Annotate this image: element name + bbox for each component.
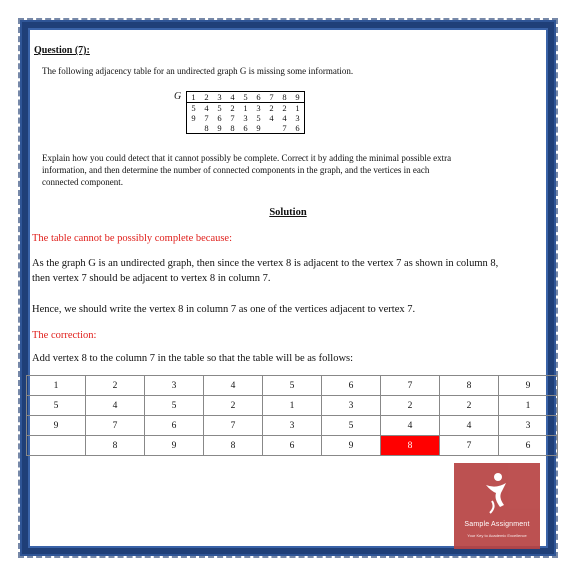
table-cell: 8	[204, 436, 263, 456]
table-cell: 1	[499, 396, 558, 416]
question-explain: Explain how you could detect that it cannot possibly be complete. Correct it by adding the minimal possible extra information, and then determine the number of connected components in the graph, and the vertices in each connected component.	[42, 153, 452, 187]
table-cell: 7	[282, 123, 287, 133]
table-cell: 6	[322, 376, 381, 396]
table-cell: 9	[191, 113, 196, 123]
table-cell: 6	[263, 436, 322, 456]
table-cell: 3	[499, 416, 558, 436]
table-cell: 6	[499, 436, 558, 456]
table-cell: 5	[256, 113, 261, 123]
table-cell: 9	[27, 416, 86, 436]
adjacency-table	[186, 91, 305, 134]
solution-heading-correction: The correction:	[32, 330, 97, 341]
table-cell: 2	[86, 376, 145, 396]
table-cell: 4	[226, 92, 239, 103]
table-cell: 2	[381, 396, 440, 416]
table-cell	[187, 123, 201, 134]
table-cell: 5	[191, 103, 196, 113]
table-cell: 3	[263, 416, 322, 436]
table-cell: 6	[252, 92, 265, 103]
table-cell: 8	[440, 376, 499, 396]
table-cell: 2	[269, 103, 274, 113]
table-cell: 5	[322, 416, 381, 436]
table-cell: 3	[295, 113, 300, 123]
table-cell: 1	[187, 92, 201, 103]
table-cell: 8	[230, 123, 235, 133]
table-cell: 4	[269, 113, 274, 123]
table-cell: 5	[217, 103, 222, 113]
table-cell	[27, 436, 86, 456]
table-cell: 9	[291, 92, 305, 103]
table-cell: 5	[263, 376, 322, 396]
table-cell: 4	[86, 396, 145, 416]
table-cell: 2	[440, 396, 499, 416]
graph-label: G	[174, 91, 182, 102]
table-cell: 7	[204, 113, 209, 123]
table-cell: 9	[499, 376, 558, 396]
table-cell: 3	[256, 103, 261, 113]
table-row	[187, 92, 305, 103]
table-cell: 5	[145, 396, 204, 416]
table-cell: 9	[322, 436, 381, 456]
table-cell: 1	[295, 103, 300, 113]
table-cell: 9	[256, 123, 261, 133]
table-row	[27, 416, 558, 436]
table-row	[27, 396, 558, 416]
table-cell: 2	[282, 103, 287, 113]
person-figure-icon	[482, 471, 512, 515]
table-cell: 5	[239, 92, 252, 103]
table-cell: 3	[243, 113, 248, 123]
table-cell: 7	[265, 92, 278, 103]
table-cell: 4	[204, 376, 263, 396]
logo-tagline: Your Key to Academic Excellence	[467, 533, 527, 538]
solution-paragraph-2: Hence, we should write the vertex 8 in column 7 as one of the vertices adjacent to vertex 7.	[32, 304, 416, 315]
highlighted-cell: 8	[381, 436, 440, 456]
table-cell: 9	[145, 436, 204, 456]
table-cell: 6	[243, 123, 248, 133]
table-cell: 1	[243, 103, 248, 113]
table-cell: 2	[230, 103, 235, 113]
table-cell: 4	[440, 416, 499, 436]
table-row	[27, 436, 558, 456]
table-cell: 6	[295, 123, 300, 133]
table-cell: 9	[217, 123, 222, 133]
table-cell: 8	[204, 123, 209, 133]
table-cell: 1	[27, 376, 86, 396]
table-cell: 4	[381, 416, 440, 436]
sample-assignment-logo	[454, 463, 540, 549]
solution-heading-incomplete: The table cannot be possibly complete because:	[32, 233, 233, 244]
solution-title: Solution	[269, 207, 307, 218]
table-cell: 1	[263, 396, 322, 416]
table-row	[187, 113, 305, 123]
table-cell: 2	[200, 92, 213, 103]
table-cell: 3	[213, 92, 226, 103]
question-title: Question (7):	[34, 45, 90, 56]
table-cell: 6	[145, 416, 204, 436]
table-cell: 5	[27, 396, 86, 416]
table-cell: 6	[217, 113, 222, 123]
question-intro: The following adjacency table for an undirected graph G is missing some information.	[42, 66, 354, 76]
solution-paragraph-3: Add vertex 8 to the column 7 in the table so that the table will be as follows:	[32, 353, 354, 364]
table-row	[27, 376, 558, 396]
table-cell: 7	[86, 416, 145, 436]
table-cell: 7	[230, 113, 235, 123]
table-cell: 7	[381, 376, 440, 396]
table-cell: 8	[86, 436, 145, 456]
solution-paragraph-1: As the graph G is an undirected graph, then since the vertex 8 is adjacent to the vertex 7 as shown in column 8, then vertex 7 should be adjacent to vertex 8 in column 7.	[32, 258, 499, 284]
corrected-adjacency-table	[26, 375, 558, 456]
table-cell: 7	[204, 416, 263, 436]
adjacency-table-original	[174, 91, 305, 134]
table-cell: 3	[322, 396, 381, 416]
table-cell: 7	[440, 436, 499, 456]
logo-name: Sample Assignment	[464, 521, 530, 528]
table-cell: 3	[145, 376, 204, 396]
table-cell: 2	[204, 396, 263, 416]
table-cell: 8	[278, 92, 291, 103]
table-row	[187, 103, 305, 114]
table-cell	[265, 123, 278, 134]
table-cell: 4	[282, 113, 287, 123]
table-row	[187, 123, 305, 134]
table-cell: 4	[204, 103, 209, 113]
